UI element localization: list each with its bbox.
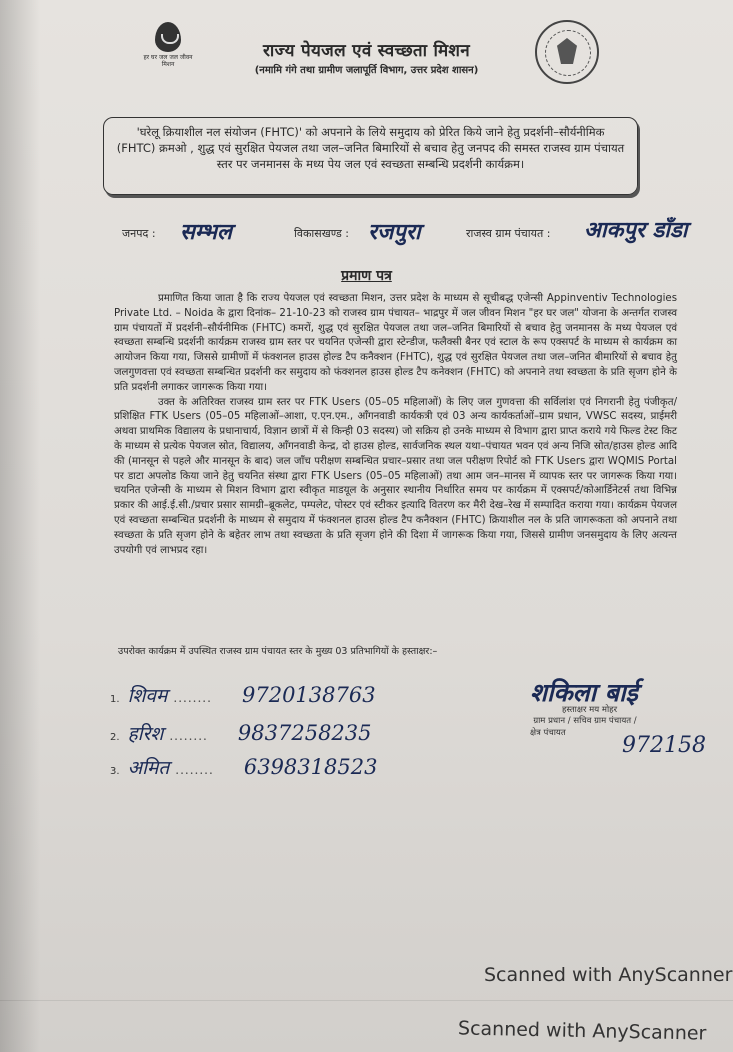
scanner-watermark: Scanned with AnyScanner	[484, 964, 733, 986]
program-description: 'घरेलू क्रियाशील नल संयोजन (FHTC)' को अपनाने के लिये समुदाय को प्रेरित किये जाने हेतु प्रदर्शनी–सौर्यनीमिक (FHTC) क्रमओ , शुद्ध एवं सुरक्षित पेयजल तथा जल–जनित बिमारियों से बचाव हेतु जनपद की समस्त राजस्व ग्राम पंचायत स्तर पर जनमानस के मध्य पेय जल एवं स्वच्छता सम्बन्धि प्रदर्शनी कार्यक्रम।	[116, 125, 625, 171]
dotted-line: ........	[169, 729, 208, 743]
role-label-2: क्षेत्र पंचायत	[530, 728, 566, 738]
certificate-title: प्रमाण पत्र	[341, 268, 392, 284]
participant-row	[110, 754, 377, 780]
block-value: रजपुरा	[368, 219, 421, 245]
participant-number: 3.	[110, 766, 120, 777]
dotted-line: ........	[175, 763, 214, 777]
participant-row	[110, 682, 376, 708]
pradhan-signature: शकिला बाई	[530, 678, 638, 707]
participant-phone: 9837258235	[237, 721, 372, 745]
page-fold	[0, 1000, 733, 1001]
mission-subtitle: (नमामि गंगे तथा ग्रामीण जलापूर्ति विभाग, उत्तर प्रदेश शासन)	[254, 65, 479, 76]
participant-number: 1.	[110, 694, 120, 705]
block-label: विकासखण्ड :	[294, 227, 350, 240]
certificate-body	[114, 292, 677, 558]
edge-shadow	[0, 0, 40, 1052]
panchayat-value: आकपुर डाँडा	[584, 217, 688, 243]
body-paragraph-1: प्रमाणित किया जाता है कि राज्य पेयजल एवं स्वच्छता मिशन, उत्तर प्रदेश के माध्यम से सूचीबद्ध एजेन्सी Appinventiv Technologies Private Ltd. – Noida के द्वारा दिनांक– 21-10-23 को राजस्व ग्राम पंचायत– भाद्रपुर में जल जीवन मिशन "हर घर जल" योजना के अन्तर्गत राजस्व ग्राम पंचायतों में प्रदर्शनी–सौर्यनीमिक (FHTC) कमरों, शुद्ध एवं सुरक्षित पेयजल तथा जल–जनित बिमारियों से बचाव हेतु जनमानस के मध्य पेयजल एवं स्वच्छता सम्बन्धि प्रदर्शनी कार्यक्रम राजस्व ग्राम स्तर पर चयनित एजेन्सी द्वारा स्टेन्डीज, फलैक्सी बैनर एवं स्टाल के रूप एक्सपर्ट के माध्यम से कार्यक्रम का आयोजन किया गया, जिससे ग्रामीणों में फंक्शनल हाउस होल्ड टैप कनैक्शन (FHTC), शुद्ध एवं सुरक्षित पेयजल तथा जल–जनित बीमारियों से बचाव हेतु जलगुणवत्ता एवं स्वच्छता सम्बन्धित प्रदर्शनी कर समुदाय को फंक्शनल हाउस होल्ड टैप कनेक्शन (FHTC) को अपनाने तथा स्वच्छता के प्रति सृजग होने के प्रति प्रदर्शनी लगाकर जागरूक किया गया।	[114, 293, 677, 393]
participant-phone: 9720138763	[241, 683, 376, 707]
district-value: सम्भल	[180, 219, 232, 245]
pradhan-signature-block	[530, 675, 730, 758]
participant-signature: अमित	[127, 757, 170, 779]
mission-title: राज्य पेयजल एवं स्वच्छता मिशन	[262, 41, 471, 61]
logo-caption: हर घर जल जल जीवन मिशन	[143, 54, 193, 68]
signatures-intro: उपरोक्त कार्यक्रम में उपस्थित राजस्व ग्राम पंचायत स्तर के मुख्य 03 प्रतिभागियों के हस्ताक्षर:–	[118, 646, 438, 657]
participant-signature: शिवम	[127, 685, 168, 707]
district-label: जनपद :	[122, 227, 156, 240]
role-label: ग्राम प्रधान / सचिव ग्राम पंचायत /	[533, 716, 637, 726]
panchayat-label: राजस्व ग्राम पंचायत :	[466, 227, 551, 240]
participant-number: 2.	[110, 732, 120, 743]
dotted-line: ........	[173, 691, 212, 705]
participant-signature: हरिश	[127, 723, 164, 745]
participant-row	[110, 720, 372, 746]
pradhan-phone: 972158	[622, 733, 706, 758]
sign-seal-label: हस्ताक्षर मय मोहर	[562, 705, 618, 715]
body-paragraph-2: उक्त के अतिरिक्त राजस्व ग्राम स्तर पर FTK Users (05–05 महिलाओं) के लिए जल गुणवत्ता की सर्विलांश एवं निगरानी हेतु पंजीकृत/प्रशिक्षित FTK Users (05–05 महिलाओं–आशा, ए.एन.एम., आँगनवाडी कार्यकत्री एवं 03 अन्य कार्यकर्ताओं–ग्राम प्रधान, VWSC सदस्य, प्राईमरी अथवा प्राथमिक विद्यालय के प्रधानाचार्य, विज्ञान छात्रों में से किन्ही 03 सदस्य) जो सक्रिय हो उनके माध्यम से विभाग द्वारा प्राप्त कराये गये फिल्ड टेस्ट किट के माध्यम से प्रत्येक पेयजल स्रोत, विद्यालय, आँगनवाडी केन्द्र, दो हाउस होल्ड, सार्वजनिक स्थल यथा–पंचायत भवन एवं अन्य निजि स्रोत/हाउस होल्ड आदि की (मानसून से पहले और मानसून के बाद) जल जाँच परीक्षण सम्बन्धित प्रचार–प्रसार तथा जल परीक्षण रिपोर्ट को FTK Users द्वारा WQMIS Portal पर डाटा अपलोड किया जाने हेतु चयनित संस्था द्वारा FTK Users (05–05 महिलाओं) तथा आम जन–मानस में व्यापक स्तर पर जागरूक किया गया। चयनित एजेन्सी के माध्यम से मिशन विभाग द्वारा स्वीकृत माडयूल के अनुसार स्थानीय निर्धारित समय पर कार्यक्रम में एक्सपर्ट/कोआर्डिनेटर्स तथा विभिन्न प्रकार की आई.ई.सी./प्रचार प्रसार सामग्री–ब्रूकलेट, पम्पलेट, पोस्टर एवं स्टीकर इत्यादि वितरण कर मैरी देख–रेख में सम्पादित कराया गया। कार्यक्रम पेयजल एवं स्वच्छता सम्बन्धित प्रदर्शनी के माध्यम से समुदाय में फंक्शनल हाउस होल्ड टैप कनैक्शन (FHTC) क्रियाशील नल के प्रति जागरूकता को अपनाने तथा स्वच्छता के प्रति सृजग होने के बहेतर लाभ तथा स्वच्छता के प्रति सृजग होने की दिशा में जागरूक किया गया, जिससे ग्रामीण जनसमुदाय के लिए अत्यन्त उपयोगी एवं लाभप्रद रहा।	[114, 396, 677, 556]
program-description-box	[103, 117, 638, 195]
participant-phone: 6398318523	[243, 755, 378, 779]
scanner-watermark: Scanned with AnyScanner	[457, 1017, 707, 1045]
